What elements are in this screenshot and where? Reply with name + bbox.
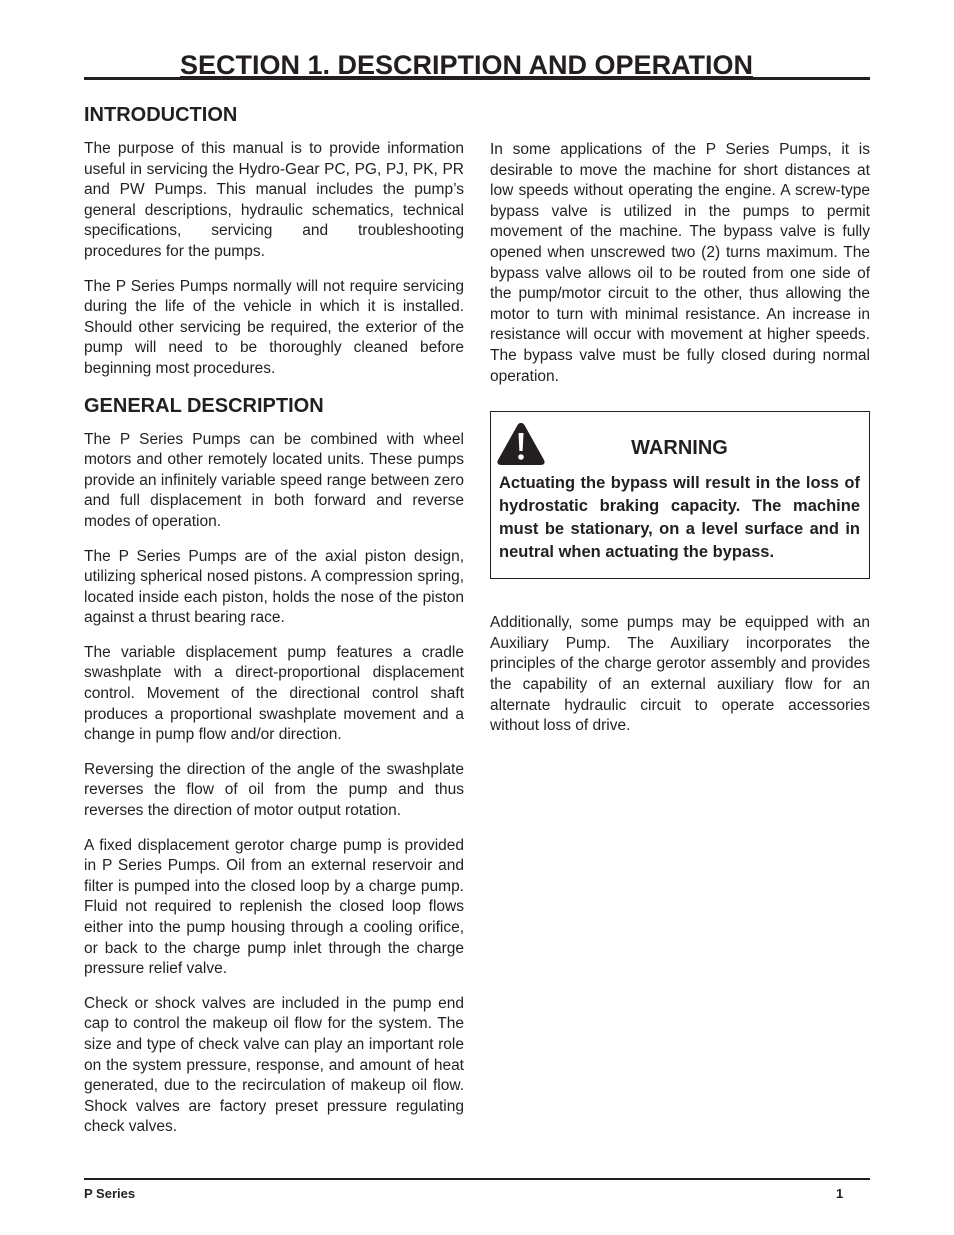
footer-divider xyxy=(84,1178,870,1180)
warning-text: Actuating the bypass will result in the loss of hydrostatic braking capacity. The machine must be stationary, on a level surface and in neutral when actuating the bypass. xyxy=(499,474,860,561)
intro-paragraph-2: The P Series Pumps normally will not require servicing during the life of the vehicle in which it is installed. Should other servicing be required, the exterior of the pump will need to be thoroughly cleaned before beginning most procedures. xyxy=(84,277,464,377)
general-paragraph-1: The P Series Pumps can be combined with wheel motors and other remotely located units. These pumps provide an infinitely variable speed range between zero and full displacement in both forward and reverse modes of operation. xyxy=(84,430,464,530)
right-column xyxy=(490,140,870,751)
general-paragraph-6: Check or shock valves are included in the pump end cap to control the makeup oil flow for the system. The size and type of check valve can play an important role on the system pressure, response, and amount of heat generated, due to the recirculation of makeup oil flow. Shock valves are factory preset pressure regulating check valves. xyxy=(84,994,464,1136)
general-paragraph-3: The variable displacement pump features a cradle swashplate with a direct-proportional displacement control. Movement of the directional control shaft produces a proportional swashplate movement and a change in pump flow and/or direction. xyxy=(84,643,464,744)
warning-title: WARNING xyxy=(631,437,728,460)
general-description-heading: GENERAL DESCRIPTION xyxy=(84,394,324,417)
introduction-heading: INTRODUCTION xyxy=(84,104,238,126)
left-column xyxy=(84,100,464,1152)
footer-series-label: P Series xyxy=(84,1186,136,1201)
bypass-paragraph: In some applications of the P Series Pumps, it is desirable to move the machine for short distances at low speeds without operating the engine. A screw-type bypass valve is utilized in the pumps to permit movement of the machine. The bypass valve is fully opened when unscrewed two (2) turns maximum. The bypass valve allows oil to be routed from one side of the pump/motor circuit to the other, thus allowing the motor to turn with minimal resistance. An increase in resistance will occur with movement at higher speeds. The bypass valve must be fully closed during normal operation. xyxy=(490,141,870,385)
warning-box xyxy=(490,411,870,579)
section-title: SECTION 1. DESCRIPTION AND OPERATION xyxy=(84,50,870,80)
general-paragraph-5: A fixed displacement gerotor charge pump is provided in P Series Pumps. Oil from an external reservoir and filter is pumped into the closed loop by a charge pump. Fluid not required to replenish the closed loop flows either into the pump housing through a cooling orifice, or back to the charge pump inlet through the charge pressure relief valve. xyxy=(84,836,464,978)
intro-paragraph-1: The purpose of this manual is to provide information useful in servicing the Hydro-Gear PC, PG, PJ, PK, PR and PW Pumps. This manual includes the pump’s general descriptions, hydraulic schematics, technical specifications, servicing and troubleshooting procedures for the pumps. xyxy=(84,140,464,260)
general-paragraph-2: The P Series Pumps are of the axial piston design, utilizing spherical nosed pistons. A compression spring, located inside each piston, holds the nose of the piston against a thrust bearing race. xyxy=(84,547,464,627)
warning-triangle-icon xyxy=(496,421,546,467)
auxiliary-paragraph: Additionally, some pumps may be equipped with an Auxiliary Pump. The Auxiliary incorporates the principles of the charge gerotor assembly and provides the capability of an external auxiliary flow for an alternate hydraulic circuit to operate accessories without loss of drive. xyxy=(490,614,870,735)
general-paragraph-4: Reversing the direction of the angle of the swashplate reverses the flow of oil from the pump and thus reverses the direction of motor output rotation. xyxy=(84,760,464,820)
page-number: 1 xyxy=(836,1186,844,1201)
